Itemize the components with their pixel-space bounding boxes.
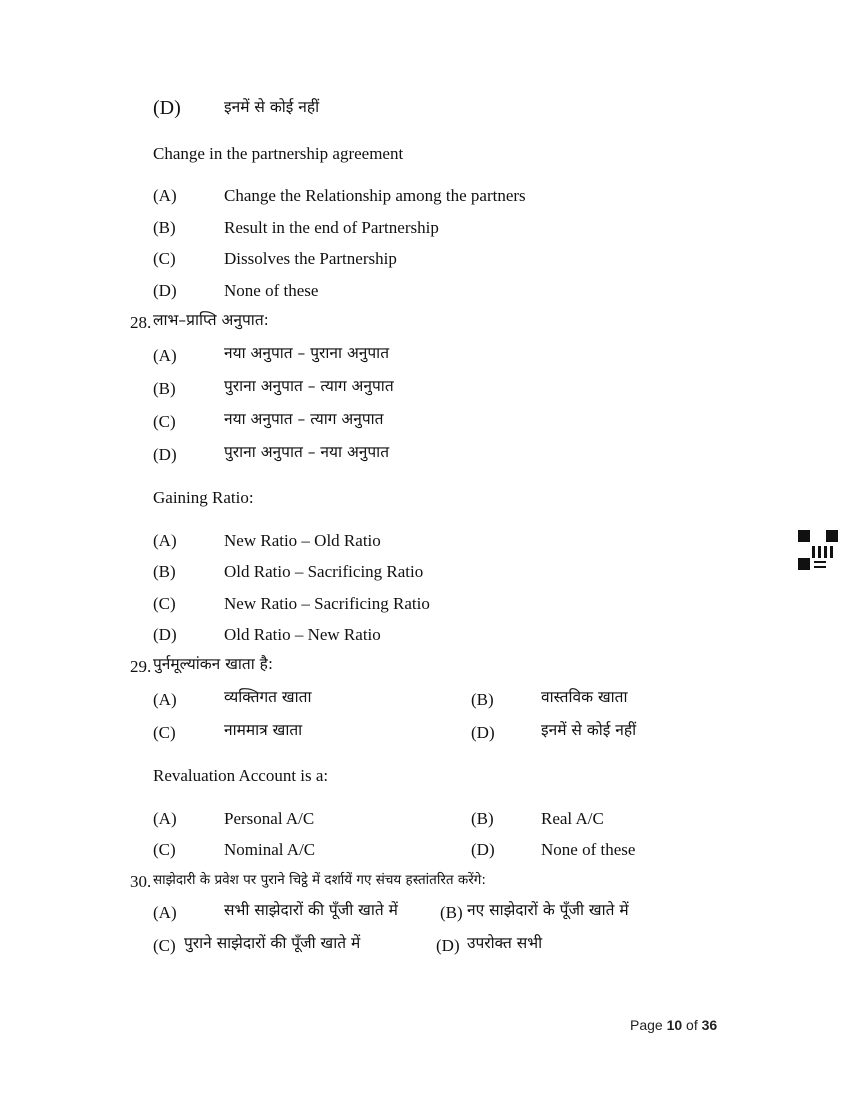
question-prompt-en: Change in the partnership agreement [153,144,404,163]
option-text-en: New Ratio – Sacrificing Ratio [224,594,430,613]
option-text-en: Old Ratio – Sacrificing Ratio [224,562,424,581]
option-text-hi: पुराने साझेदारों की पूँजी खाते में [184,934,361,952]
option-text-en: Dissolves the Partnership [224,249,397,268]
option-text-en: Old Ratio – New Ratio [224,625,381,644]
option-text-hi: उपरोक्त सभी [467,934,543,952]
option-label: (A) [153,346,177,365]
option-text-en: None of these [541,840,636,859]
option-label: (B) [440,903,463,922]
option-label: (C) [153,594,176,613]
question-prompt-en: Revaluation Account is a: [153,766,329,785]
option-label: (D) [471,840,495,859]
option-label: (A) [153,903,177,922]
option-label: (A) [153,690,177,709]
option-text-hi: सभी साझेदारों की पूँजी खाते में [224,901,398,919]
option-label: (A) [153,531,177,550]
option-label: (C) [153,723,176,742]
option-label: (C) [153,936,176,955]
option-text-en: New Ratio – Old Ratio [224,531,381,550]
footer-of: of [682,1017,702,1033]
question-prompt-hi: लाभ–प्राप्ति अनुपात: [153,311,269,329]
current-page: 10 [666,1017,683,1033]
option-label: (C) [153,412,176,431]
option-text-hi: पुराना अनुपात – त्याग अनुपात [224,377,394,395]
option-text-hi: नया अनुपात – त्याग अनुपात [224,410,384,428]
footer-prefix: Page [630,1017,667,1033]
option-text-en: Personal A/C [224,809,315,828]
option-text-en: Nominal A/C [224,840,316,859]
option-label: (D) [153,445,177,464]
option-label: (B) [153,218,176,237]
option-text-en: Result in the end of Partnership [224,218,439,237]
option-text-hi: इनमें से कोई नहीं [224,98,320,116]
option-label: (C) [153,249,176,268]
question-prompt-en: Gaining Ratio: [153,488,254,507]
option-text-en: Real A/C [541,809,604,828]
option-label: (D) [471,723,495,742]
question-number: 29. [130,657,152,676]
option-label: (B) [153,562,176,581]
option-label: (D) [153,97,181,119]
option-label: (B) [471,690,494,709]
option-text-hi: नया अनुपात – पुराना अनुपात [224,344,390,362]
option-text-hi: नए साझेदारों के पूँजी खाते में [467,901,629,919]
option-label: (B) [153,379,176,398]
option-label: (D) [153,281,177,300]
option-label: (A) [153,186,177,205]
total-pages: 36 [701,1017,718,1033]
qr-code-icon [798,530,838,570]
option-text-hi: पुराना अनुपात – नया अनुपात [224,443,390,461]
option-text-en: None of these [224,281,319,300]
option-label: (D) [436,936,460,955]
question-number: 28. [130,313,152,332]
option-label: (C) [153,840,176,859]
option-text-hi: नाममात्र खाता [224,721,303,739]
option-text-hi: वास्तविक खाता [541,688,628,706]
option-text-hi: इनमें से कोई नहीं [541,721,637,739]
option-label: (A) [153,809,177,828]
option-text-hi: व्यक्तिगत खाता [224,688,312,706]
option-label: (D) [153,625,177,644]
option-text-en: Change the Relationship among the partners [224,186,526,205]
option-label: (B) [471,809,494,828]
page-footer [630,1017,717,1033]
question-number: 30. [130,872,152,891]
question-prompt-hi: पुर्नमूल्यांकन खाता है: [153,655,274,673]
question-prompt-hi: साझेदारी के प्रवेश पर पुराने चिट्ठे में दर्शायें गए संचय हस्तांतरित करेंगे: [153,872,486,888]
